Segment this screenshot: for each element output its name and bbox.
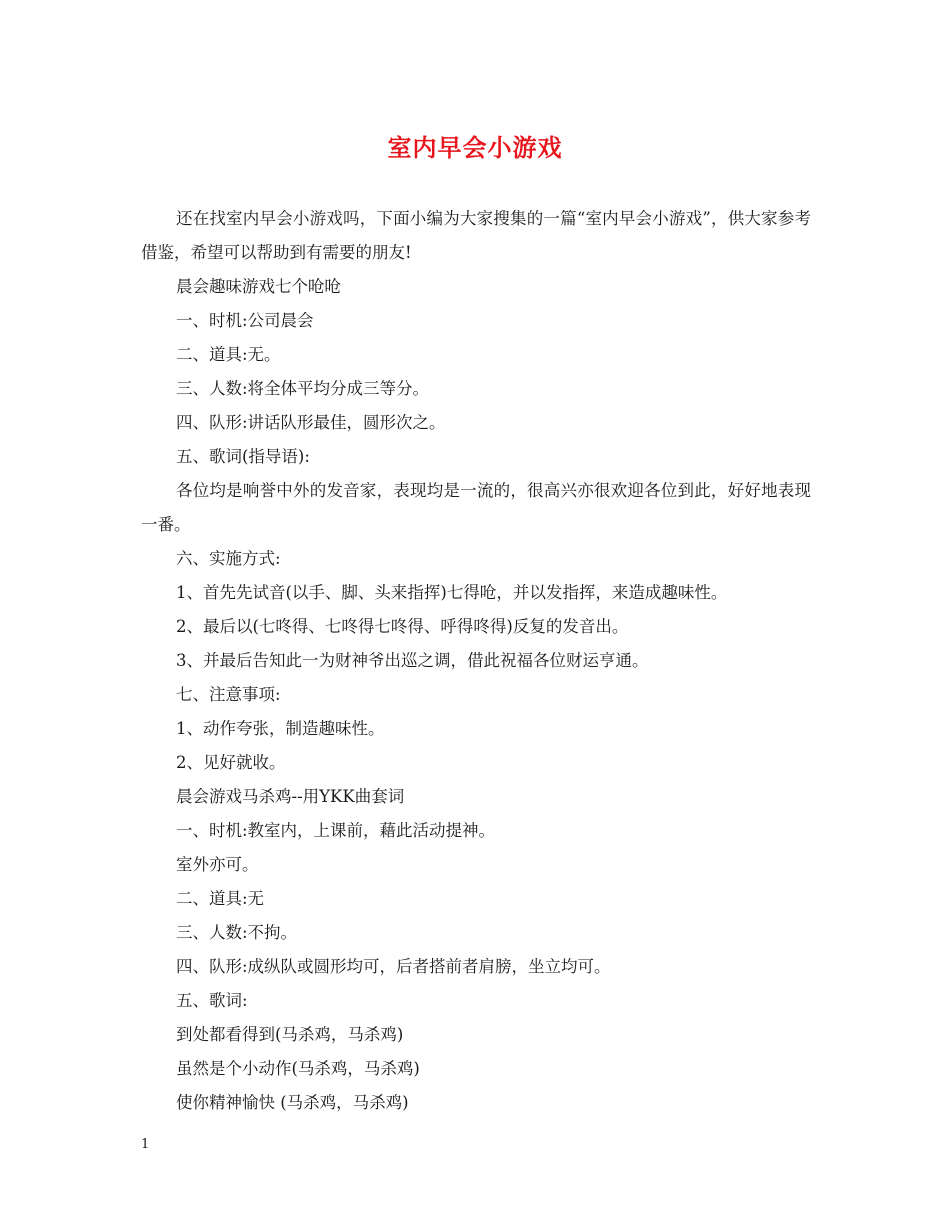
document-title: 室内早会小游戏 xyxy=(387,133,563,162)
intro-paragraph: 还在找室内早会小游戏吗，下面小编为大家搜集的一篇“室内早会小游戏”，供大家参考借鉴，希望可以帮助到有需要的朋友! xyxy=(141,209,811,262)
lyric-line: 到处都看得到(马杀鸡，马杀鸡) xyxy=(176,1025,404,1044)
list-item: 三、人数:将全体平均分成三等分。 xyxy=(176,379,430,398)
lyric-line: 虽然是个小动作(马杀鸡，马杀鸡) xyxy=(176,1059,420,1078)
list-item: 室外亦可。 xyxy=(176,855,259,874)
list-item: 一、时机:公司晨会 xyxy=(176,311,314,330)
page-number: 1 xyxy=(141,1137,150,1152)
section-heading: 晨会趣味游戏七个呛呛 xyxy=(176,277,341,296)
list-item: 五、歌词(指导语): xyxy=(176,447,310,466)
list-item: 1、首先先试音(以手、脚、头来指挥)七得呛，并以发指挥，来造成趣味性。 xyxy=(176,583,728,602)
list-item: 2、见好就收。 xyxy=(176,753,286,772)
list-item: 七、注意事项: xyxy=(176,685,281,704)
list-item: 四、队形:讲话队形最佳，圆形次之。 xyxy=(176,413,446,432)
list-item: 1、动作夸张，制造趣味性。 xyxy=(176,719,385,738)
list-item: 三、人数:不拘。 xyxy=(176,923,298,942)
document-body xyxy=(141,202,811,1120)
list-item: 四、队形:成纵队或圆形均可，后者搭前者肩膀，坐立均可。 xyxy=(176,957,611,976)
list-item: 六、实施方式: xyxy=(176,549,281,568)
list-item: 2、最后以(七咚得、七咚得七咚得、呼得咚得)反复的发音出。 xyxy=(176,617,629,636)
list-item: 二、道具:无 xyxy=(176,889,265,908)
lyric-line: 使你精神愉快 (马杀鸡，马杀鸡) xyxy=(176,1093,409,1112)
list-item: 3、并最后告知此一为财神爷出巡之调，借此祝福各位财运亨通。 xyxy=(176,651,649,670)
body-paragraph: 各位均是响誉中外的发音家，表现均是一流的，很高兴亦很欢迎各位到此，好好地表现一番。 xyxy=(141,481,811,534)
list-item: 一、时机:教室内，上课前，藉此活动提神。 xyxy=(176,821,496,840)
section-heading: 晨会游戏马杀鸡--用YKK曲套词 xyxy=(176,787,405,806)
list-item: 五、歌词: xyxy=(176,991,248,1010)
list-item: 二、道具:无。 xyxy=(176,345,281,364)
